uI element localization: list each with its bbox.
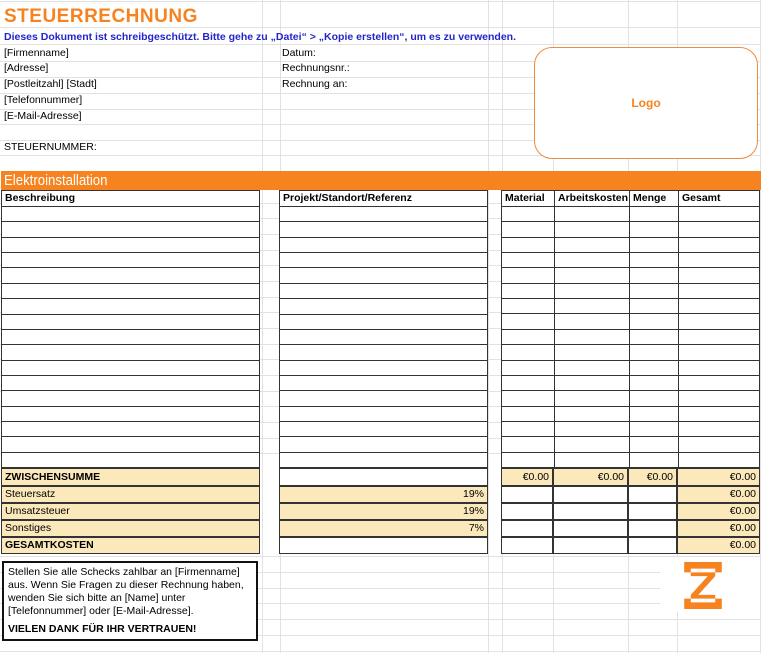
empty-cell[interactable]	[502, 237, 554, 252]
grand-total-value: €0.00	[677, 537, 760, 554]
company-phone-cell: [Telefonnummer]	[4, 94, 83, 106]
empty-cell[interactable]	[502, 329, 554, 344]
grand-total-label: GESAMTKOSTEN	[1, 537, 260, 554]
empty-cell[interactable]	[502, 283, 554, 298]
empty-cell[interactable]	[280, 222, 487, 237]
empty-cell[interactable]	[553, 520, 628, 537]
empty-cell[interactable]	[678, 252, 759, 267]
empty-cell[interactable]	[280, 407, 487, 422]
empty-cell[interactable]	[280, 253, 487, 268]
empty-cell[interactable]	[629, 206, 678, 221]
empty-cell[interactable]	[629, 344, 678, 359]
empty-cell[interactable]	[554, 329, 629, 344]
tax-rate-label: Steuersatz	[1, 486, 260, 503]
empty-cell[interactable]	[502, 360, 554, 375]
gridline	[0, 556, 761, 557]
empty-cell[interactable]	[678, 267, 759, 282]
empty-cell[interactable]	[502, 406, 554, 421]
empty-cell[interactable]	[280, 207, 487, 222]
total-header: Gesamt	[678, 191, 759, 206]
empty-cell[interactable]	[554, 237, 629, 252]
gridline	[0, 651, 761, 652]
empty-cell[interactable]	[280, 391, 487, 406]
empty-cell[interactable]	[2, 376, 259, 391]
empty-cell[interactable]	[501, 486, 553, 503]
empty-cell[interactable]	[554, 390, 629, 405]
empty-cell[interactable]	[554, 344, 629, 359]
empty-cell[interactable]	[2, 268, 259, 283]
empty-cell[interactable]	[629, 329, 678, 344]
empty-cell[interactable]	[502, 206, 554, 221]
project-header: Projekt/Standort/Referenz	[280, 191, 487, 207]
empty-cell[interactable]	[629, 375, 678, 390]
empty-cell[interactable]	[554, 283, 629, 298]
empty-cell[interactable]	[280, 437, 487, 452]
tax-number-label: STEUERNUMMER:	[4, 141, 97, 153]
empty-cell[interactable]	[501, 520, 553, 537]
empty-cell[interactable]	[554, 221, 629, 236]
totals-amounts-grid	[501, 468, 760, 554]
empty-cell[interactable]	[678, 360, 759, 375]
empty-cell[interactable]	[502, 252, 554, 267]
subtotal-material: €0.00	[501, 468, 553, 486]
logo-placeholder-text: Logo	[631, 96, 661, 110]
tax-total: €0.00	[677, 486, 760, 503]
empty-cell[interactable]	[502, 298, 554, 313]
project-column	[279, 190, 488, 468]
empty-cell[interactable]	[554, 375, 629, 390]
empty-cell[interactable]	[2, 422, 259, 437]
empty-cell[interactable]	[554, 298, 629, 313]
empty-cell[interactable]	[678, 206, 759, 221]
empty-cell[interactable]	[280, 238, 487, 253]
subtotal-labor: €0.00	[553, 468, 628, 486]
empty-cell[interactable]	[629, 421, 678, 436]
company-email-cell: [E-Mail-Adresse]	[4, 110, 82, 122]
empty-cell[interactable]	[629, 406, 678, 421]
vat-total: €0.00	[677, 503, 760, 520]
empty-cell[interactable]	[2, 407, 259, 422]
empty-cell[interactable]	[280, 284, 487, 299]
company-city-cell: [Postleitzahl] [Stadt]	[4, 78, 97, 90]
subtotal-label: ZWISCHENSUMME	[1, 468, 260, 486]
company-name-cell: [Firmenname]	[4, 47, 69, 59]
invoice-no-label: Rechnungsnr.:	[282, 62, 350, 74]
empty-cell[interactable]	[502, 436, 554, 451]
empty-cell[interactable]	[553, 537, 628, 554]
empty-cell[interactable]	[2, 207, 259, 222]
empty-cell[interactable]	[2, 391, 259, 406]
empty-cell[interactable]	[629, 267, 678, 282]
amounts-grid	[501, 190, 760, 468]
empty-cell[interactable]	[2, 299, 259, 314]
empty-cell[interactable]	[2, 238, 259, 253]
empty-cell[interactable]	[628, 503, 677, 520]
empty-cell[interactable]	[628, 537, 677, 554]
grand-total-project-cell[interactable]	[279, 537, 488, 554]
hourglass-logo-icon	[682, 562, 724, 609]
empty-cell[interactable]	[280, 330, 487, 345]
other-total: €0.00	[677, 520, 760, 537]
empty-cell[interactable]	[678, 390, 759, 405]
empty-cell[interactable]	[502, 390, 554, 405]
empty-cell[interactable]	[502, 344, 554, 359]
date-label: Datum:	[282, 47, 316, 59]
readonly-notice: Dieses Dokument ist schreibgeschützt. Bitte gehe zu „Datei“ > „Kopie erstellen“, um es zu verwenden.	[4, 31, 517, 43]
gridline	[0, 1, 761, 2]
empty-cell[interactable]	[629, 313, 678, 328]
empty-cell[interactable]	[502, 375, 554, 390]
empty-cell[interactable]	[502, 421, 554, 436]
subtotal-project-cell[interactable]	[279, 468, 488, 486]
empty-cell[interactable]	[2, 253, 259, 268]
empty-cell[interactable]	[554, 406, 629, 421]
empty-cell[interactable]	[553, 486, 628, 503]
empty-cell[interactable]	[554, 436, 629, 451]
empty-cell[interactable]	[678, 298, 759, 313]
thank-you-line: VIELEN DANK FÜR IHR VERTRAUEN!	[8, 623, 197, 635]
empty-cell[interactable]	[280, 268, 487, 283]
empty-cell[interactable]	[678, 283, 759, 298]
empty-cell[interactable]	[554, 421, 629, 436]
empty-cell[interactable]	[2, 330, 259, 345]
empty-cell[interactable]	[2, 453, 259, 467]
section-title: Elektroinstallation	[4, 172, 108, 189]
empty-cell[interactable]	[2, 315, 259, 330]
empty-cell[interactable]	[678, 421, 759, 436]
empty-cell[interactable]	[678, 452, 759, 467]
tax-rate-value: 19%	[279, 486, 488, 503]
totals-label-column	[1, 468, 260, 554]
description-header: Beschreibung	[2, 191, 259, 207]
empty-cell[interactable]	[678, 375, 759, 390]
qty-header: Menge	[629, 191, 678, 206]
empty-cell[interactable]	[502, 221, 554, 236]
logo-placeholder-box	[534, 47, 758, 159]
material-header: Material	[505, 192, 545, 204]
empty-cell[interactable]	[554, 452, 629, 467]
empty-cell[interactable]	[2, 361, 259, 376]
bill-to-label: Rechnung an:	[282, 78, 348, 90]
empty-cell[interactable]	[280, 361, 487, 376]
gridline	[0, 44, 761, 45]
empty-cell[interactable]	[280, 345, 487, 360]
empty-cell[interactable]	[2, 345, 259, 360]
empty-cell[interactable]	[280, 422, 487, 437]
vat-rate-value: 19%	[279, 503, 488, 520]
brand-logo-area	[660, 557, 760, 612]
empty-cell[interactable]	[2, 437, 259, 452]
empty-cell[interactable]	[678, 237, 759, 252]
empty-cell[interactable]	[629, 298, 678, 313]
empty-cell[interactable]	[628, 520, 677, 537]
empty-cell[interactable]	[629, 390, 678, 405]
empty-cell[interactable]	[554, 267, 629, 282]
vat-label: Umsatzsteuer	[1, 503, 260, 520]
empty-cell[interactable]	[629, 360, 678, 375]
empty-cell[interactable]	[554, 313, 629, 328]
empty-cell[interactable]	[554, 206, 629, 221]
empty-cell[interactable]	[502, 267, 554, 282]
empty-cell[interactable]	[502, 452, 554, 467]
empty-cell[interactable]	[678, 436, 759, 451]
subtotal-total: €0.00	[677, 468, 760, 486]
empty-cell[interactable]	[629, 237, 678, 252]
page-title: STEUERRECHNUNG	[4, 6, 198, 27]
empty-cell[interactable]	[629, 452, 678, 467]
subtotal-qty: €0.00	[628, 468, 677, 486]
empty-cell[interactable]	[678, 406, 759, 421]
empty-cell[interactable]	[678, 313, 759, 328]
empty-cell[interactable]	[629, 221, 678, 236]
empty-cell[interactable]	[280, 299, 487, 314]
empty-cell[interactable]	[629, 283, 678, 298]
empty-cell[interactable]	[554, 360, 629, 375]
empty-cell[interactable]	[280, 376, 487, 391]
labor-header: Arbeitskosten	[554, 191, 629, 206]
payment-note: Stellen Sie alle Schecks zahlbar an [Firmenname] aus. Wenn Sie Fragen zu dieser Rechnung haben, wenden Sie sich bitte an [Name] unter [Telefonnummer] oder [E-Mail-Adresse].	[8, 566, 244, 617]
other-rate-value: 7%	[279, 520, 488, 537]
empty-cell[interactable]	[553, 503, 628, 520]
other-label: Sonstiges	[1, 520, 260, 537]
empty-cell[interactable]	[678, 329, 759, 344]
empty-cell[interactable]	[2, 284, 259, 299]
empty-cell[interactable]	[678, 221, 759, 236]
empty-cell[interactable]	[501, 503, 553, 520]
empty-cell[interactable]	[678, 344, 759, 359]
totals-project-column	[279, 468, 488, 554]
empty-cell[interactable]	[628, 486, 677, 503]
empty-cell[interactable]	[554, 252, 629, 267]
empty-cell[interactable]	[629, 252, 678, 267]
empty-cell[interactable]	[2, 222, 259, 237]
section-header-bar	[1, 171, 761, 190]
empty-cell[interactable]	[280, 315, 487, 330]
company-address-cell: [Adresse]	[4, 62, 49, 74]
empty-cell[interactable]	[501, 537, 553, 554]
payment-note-box	[2, 561, 258, 641]
description-column	[1, 190, 260, 468]
empty-cell[interactable]	[502, 313, 554, 328]
empty-cell[interactable]	[280, 453, 487, 467]
empty-cell[interactable]	[629, 436, 678, 451]
